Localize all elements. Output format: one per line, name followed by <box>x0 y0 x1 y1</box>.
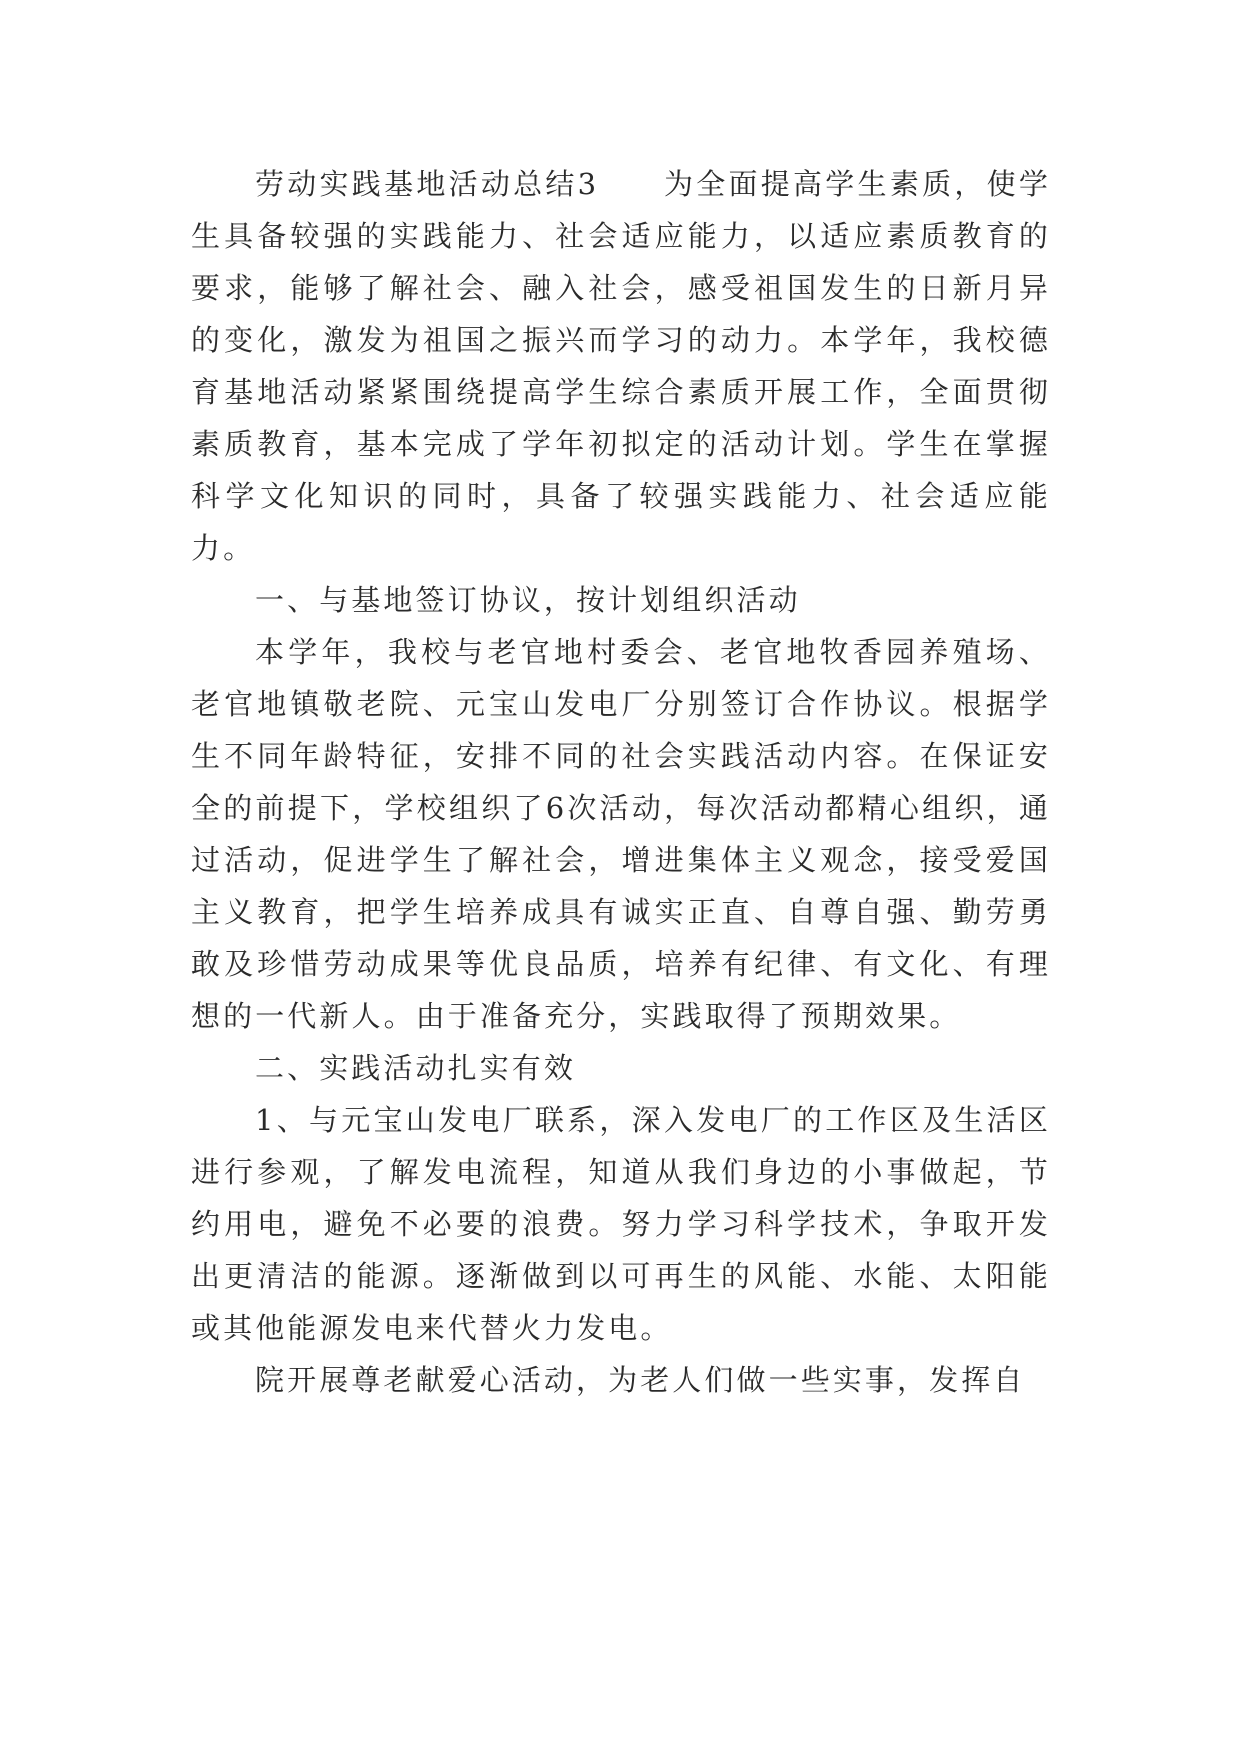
paragraph-elder-care: 院开展尊老献爱心活动，为老人们做一些实事，发挥自 <box>255 1363 1026 1397</box>
document-body <box>191 158 1051 1406</box>
section-heading-activities: 二、实践活动扎实有效 <box>255 1051 577 1085</box>
paragraph-agreements: 本学年，我校与老官地村委会、老官地牧香园养殖场、老官地镇敬老院、元宝山发电厂分别签订合作协议。根据学生不同年龄特征，安排不同的社会实践活动内容。在保证安全的前提下，学校组织了6次活动，每次活动都精心组织，通过活动，促进学生了解社会，增进集体主义观念，接受爱国主义教育，把学生培养成具有诚实正直、自尊自强、勤劳勇敢及珍惜劳动成果等优良品质，培养有纪律、有文化、有理想的一代新人。由于准备充分，实践取得了预期效果。 <box>191 635 1051 1033</box>
paragraph-intro: 劳动实践基地活动总结3 为全面提高学生素质，使学生具备较强的实践能力、社会适应能力，以适应素质教育的要求，能够了解社会、融入社会，感受祖国发生的日新月异的变化，激发为祖国之振兴而学习的动力。本学年，我校德育基地活动紧紧围绕提高学生综合素质开展工作，全面贯彻素质教育，基本完成了学年初拟定的活动计划。学生在掌握科学文化知识的同时，具备了较强实践能力、社会适应能力。 <box>191 167 1051 565</box>
paragraph-power-plant: 1、与元宝山发电厂联系，深入发电厂的工作区及生活区进行参观，了解发电流程，知道从我们身边的小事做起，节约用电，避免不必要的浪费。努力学习科学技术，争取开发出更清洁的能源。逐渐做到以可再生的风能、水能、太阳能或其他能源发电来代替火力发电。 <box>191 1103 1051 1345</box>
section-heading-agreements: 一、与基地签订协议，按计划组织活动 <box>255 583 801 617</box>
